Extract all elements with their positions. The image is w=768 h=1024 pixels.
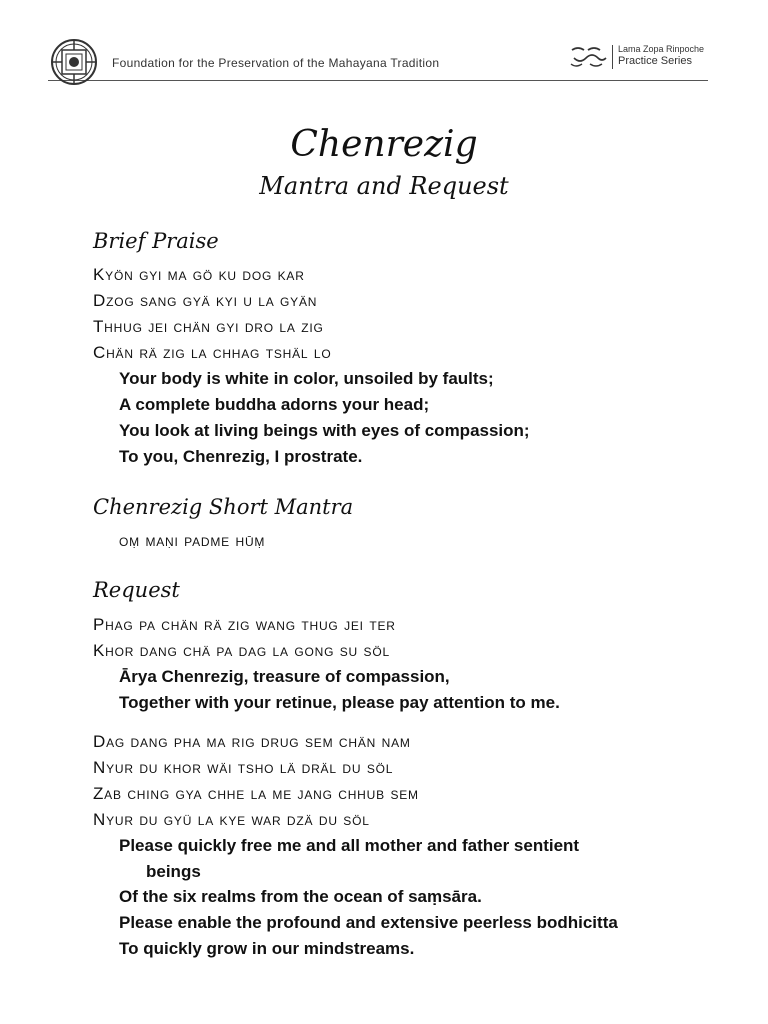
page-subtitle: Mantra and Request (259, 172, 509, 200)
organization-name: Foundation for the Preservation of the Mahayana Tradition (112, 56, 440, 70)
page-title: Chenrezig (290, 124, 478, 165)
tibetan-line: Nyur du khor wäi tsho lä dräl du söl (93, 758, 394, 777)
section-heading-short-mantra: Chenrezig Short Mantra (93, 495, 354, 519)
english-line: To you, Chenrezig, I prostrate. (119, 447, 363, 466)
tibetan-line: Chän rä zig la chhag tshäl lo (93, 343, 332, 362)
english-line: Ārya Chenrezig, treasure of compassion, (119, 667, 450, 686)
tibetan-line: Nyur du gyü la kye war dzä du söl (93, 810, 370, 829)
tibetan-line: Dzog sang gyä kyi u la gyän (93, 291, 318, 310)
english-line-continuation: beings (146, 862, 201, 881)
series-divider (612, 45, 613, 69)
mandala-seal-icon (50, 38, 98, 86)
english-line: A complete buddha adorns your head; (119, 395, 430, 414)
tibetan-line: Dag dang pha ma rig drug sem chän nam (93, 732, 411, 751)
english-line: You look at living beings with eyes of compassion; (119, 421, 530, 440)
tibetan-line: Kyön gyi ma gö ku dog kar (93, 265, 305, 284)
tibetan-line: Thhug jei chän gyi dro la zig (93, 317, 324, 336)
mantra-line: oṃ maṇi padme hūṃ (119, 531, 266, 550)
english-line: Please quickly free me and all mother and father sentient (119, 836, 580, 855)
english-line: Please enable the profound and extensive peerless bodhicitta (119, 913, 618, 932)
section-heading-request: Request (93, 578, 180, 602)
section-heading-brief-praise: Brief Praise (93, 229, 219, 253)
english-line: Of the six realms from the ocean of saṃsāra. (119, 887, 482, 906)
english-line: To quickly grow in our mindstreams. (119, 939, 415, 958)
page-header (48, 38, 708, 81)
tibetan-line: Phag pa chän rä zig wang thug jei ter (93, 615, 396, 634)
calligraphy-logo-icon (568, 44, 608, 70)
tibetan-line: Zab ching gya chhe la me jang chhub sem (93, 784, 419, 803)
english-line: Your body is white in color, unsoiled by faults; (119, 369, 494, 388)
english-line: Together with your retinue, please pay attention to me. (119, 693, 560, 712)
series-author: Lama Zopa Rinpoche (618, 44, 705, 54)
series-name: Practice Series (618, 55, 692, 67)
tibetan-line: Khor dang chä pa dag la gong su söl (93, 641, 390, 660)
